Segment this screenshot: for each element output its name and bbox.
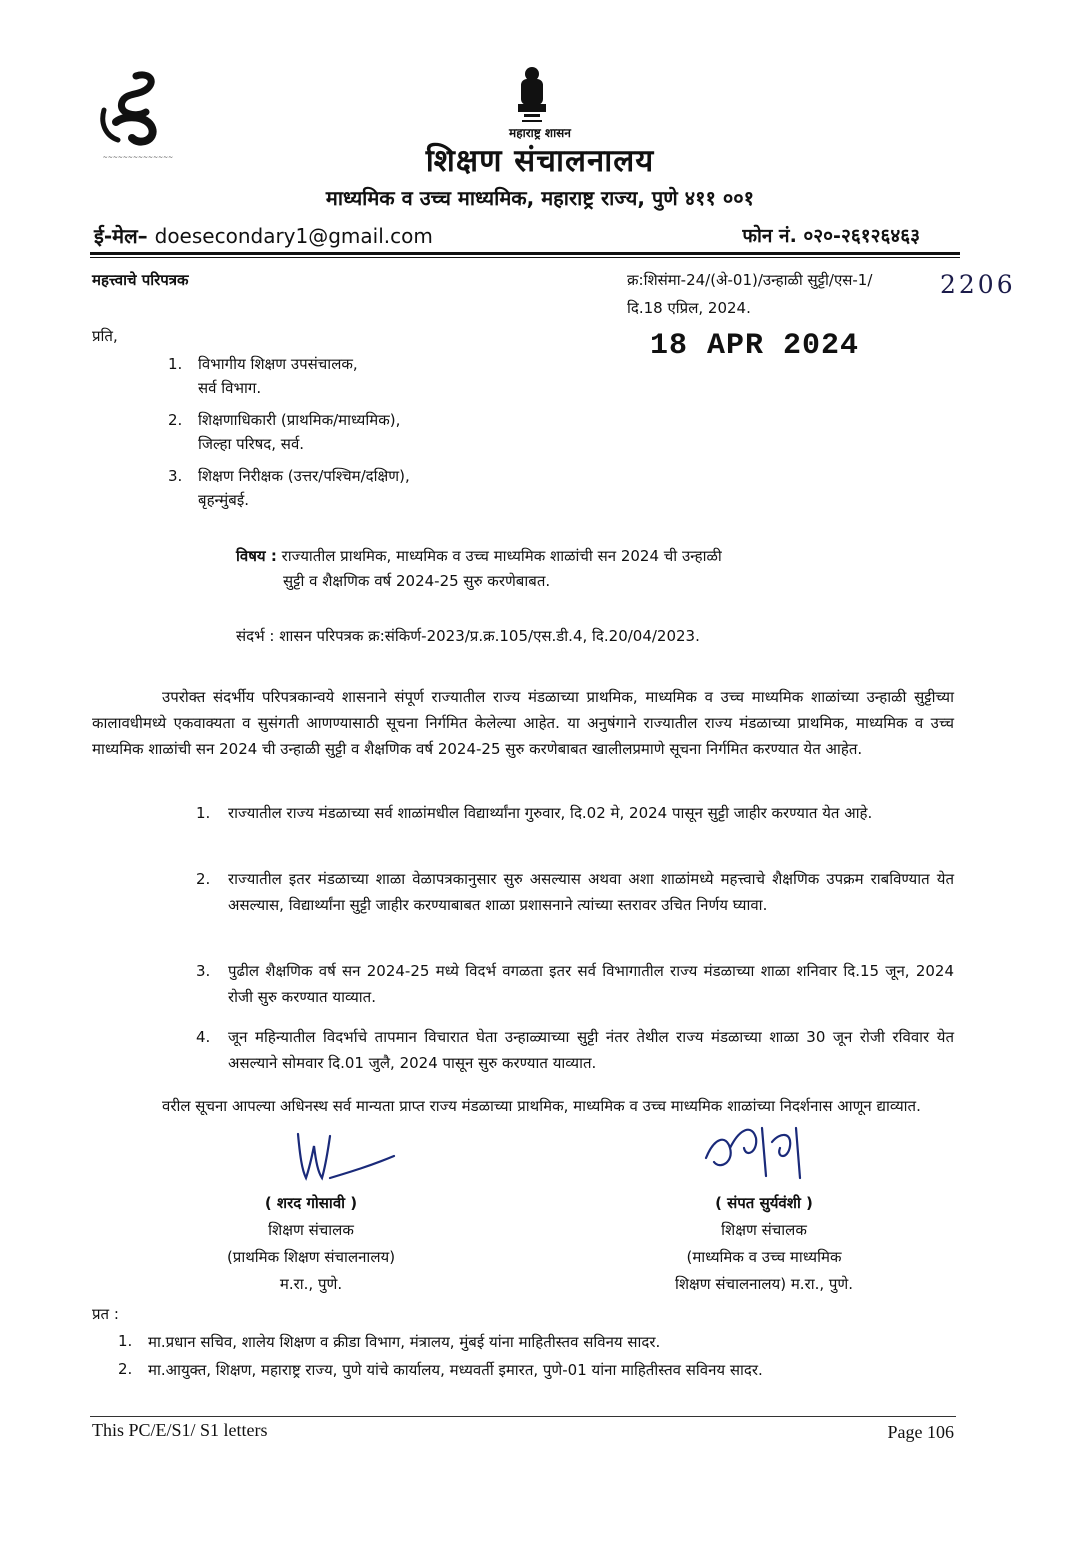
footer-rule: [90, 1416, 956, 1417]
date-stamp: 18 APR 2024: [650, 329, 860, 363]
header-rule: [90, 252, 960, 255]
svg-text:~~~~~~~~~~~~~~: ~~~~~~~~~~~~~~: [102, 154, 174, 161]
copy-item: 1. मा.प्रधान सचिव, शालेय शिक्षण व क्रीडा विभाग, मंत्रालय, मुंबई यांना माहितीस्तव सविनय सादर.: [118, 1332, 661, 1351]
letter-date: दि.18 एप्रिल, 2024.: [627, 299, 751, 317]
reference-line: संदर्भ : शासन परिपत्रक क्र:संकिर्ण-2023/प्र.क्र.105/एस.डी.4, दि.20/04/2023.: [236, 627, 700, 645]
reference-number: क्र:शिसंमा-24/(अे-01)/उन्हाळी सुट्टी/एस-1/: [627, 271, 873, 289]
signatory-left: ( शरद गोसावी ) शिक्षण संचालक (प्राथमिक शिक्षण संचालनालय) म.रा., पुणे.: [226, 1194, 396, 1293]
page-number: Page 106: [887, 1422, 954, 1442]
email-line: [94, 222, 433, 249]
instruction-item: 4. जून महिन्यातील विदर्भाचे तापमान विचारात घेता उन्हाळ्याच्या सुट्टी नंतर तेथील राज्य मंडळाच्या शाळा 30 जून रोजी रविवार येत असल्याने सोमवार दि.01 जुलै, 2024 पासून सुरु करण्यात याव्यात.: [196, 1028, 954, 1072]
copy-item: 2. मा.आयुक्त, शिक्षण, महाराष्ट्र राज्य, पुणे यांचे कार्यालय, मध्यवर्ती इमारत, पुणे-01 यांना माहितीस्तव सविनय सादर.: [118, 1360, 763, 1379]
signature-right: [700, 1118, 820, 1188]
national-emblem: [512, 64, 552, 126]
recipient-item: 1. विभागीय शिक्षण उपसंचालक, सर्व विभाग.: [168, 355, 358, 397]
handwritten-number: 2206: [940, 270, 1016, 299]
recipient-item: 3. शिक्षण निरीक्षक (उत्तर/पश्चिम/दक्षिण), बृहन्मुंबई.: [168, 467, 410, 509]
signature-left: [290, 1126, 400, 1190]
to-label: प्रति,: [92, 327, 118, 345]
office-title: शिक्षण संचालनालय: [425, 143, 655, 179]
header-rule-thin: [90, 257, 960, 258]
email-label: ई-मेल–: [94, 224, 148, 248]
gov-label: महाराष्ट्र शासन: [509, 126, 571, 140]
footer-path: This PC/E/S1/ S1 letters: [92, 1420, 268, 1440]
signatory-right: ( संपत सुर्यवंशी ) शिक्षण संचालक (माध्यमिक व उच्च माध्यमिक शिक्षण संचालनालय) म.रा., पुणे.: [674, 1194, 854, 1293]
instruction-item: 2. राज्यातील इतर मंडळाच्या शाळा वेळापत्रकानुसार सुरु असल्यास अथवा अशा शाळांमध्ये महत्त्वाचे शैक्षणिक उपक्रम राबविण्यात येत असल्यास, विद्यार्थ्यांना सुट्टी जाहीर करण्याबाबत शाळा प्रशासनाने त्यांच्या स्तरावर उचित निर्णय घ्यावा.: [196, 870, 954, 914]
copy-label: प्रत :: [92, 1305, 119, 1323]
subject-label: विषय :: [236, 547, 277, 565]
closing-paragraph: वरील सूचना आपल्या अधिनस्थ सर्व मान्यता प्राप्त राज्य मंडळाच्या प्राथमिक, माध्यमिक व उच्च माध्यमिक शाळांच्या निदर्शनास आणून द्याव्यात.: [162, 1097, 921, 1115]
instruction-item: 1. राज्यातील राज्य मंडळाच्या सर्व शाळांमधील विद्यार्थ्यांना गुरुवार, दि.02 मे, 2024 पासून सुट्टी जाहीर करण्यात येत आहे.: [196, 804, 873, 822]
recipient-item: 2. शिक्षणाधिकारी (प्राथमिक/माध्यमिक), जिल्हा परिषद, सर्व.: [168, 411, 401, 453]
office-address: माध्यमिक व उच्च माध्यमिक, महाराष्ट्र राज्य, पुणे ४११ ००१: [325, 186, 755, 210]
subject: विषय : राज्यातील प्राथमिक, माध्यमिक व उच्च माध्यमिक शाळांची सन 2024 ची उन्हाळी सुट्टी व शैक्षणिक वर्ष 2024-25 सुरु करणेबाबत.: [236, 547, 722, 590]
phone-number: फोन नं. ०२०-२६१२६४६३: [742, 225, 920, 247]
circular-type: महत्त्वाचे परिपत्रक: [92, 271, 189, 289]
email-address: doesecondary1@gmail.com: [154, 224, 433, 248]
instruction-item: 3. पुढील शैक्षणिक वर्ष सन 2024-25 मध्ये विदर्भ वगळता इतर सर्व विभागातील राज्य मंडळाच्या शाळा शनिवार दि.15 जून, 2024 रोजी सुरु करण्यात याव्यात.: [196, 962, 954, 1006]
intro-paragraph: उपरोक्त संदर्भीय परिपत्रकान्वये शासनाने संपूर्ण राज्यातील राज्य मंडळाच्या प्राथमिक, माध्यमिक व उच्च माध्यमिक शाळांच्या उन्हाळी सुट्टीच्या कालावधीमध्ये एकवाक्यता व सुसंगती आणण्यासाठी सूचना निर्गमित केलेल्या आहेत. या अनुषंगाने राज्यातील राज्य मंडळाच्या प्राथमिक, माध्यमिक व उच्च माध्यमिक शाळांची सन 2024 ची उन्हाळी सुट्टी व शैक्षणिक वर्ष 2024-25 सुरु करणेबाबत खालीलप्रमाणे सूचना निर्गमित करण्यात येत आहेत.: [92, 688, 954, 758]
